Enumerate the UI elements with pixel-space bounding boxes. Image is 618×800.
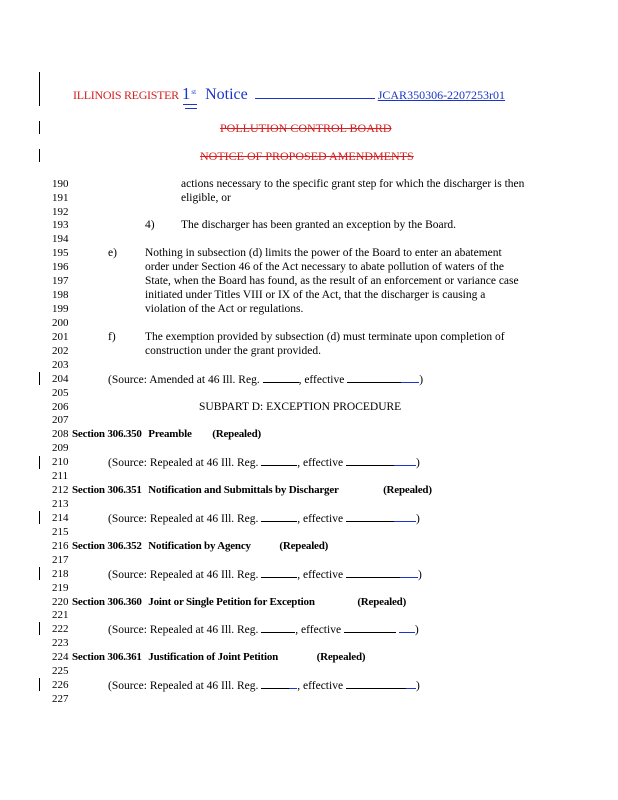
subpart-heading: SUBPART D: EXCEPTION PROCEDURE	[199, 401, 402, 413]
section-heading	[72, 596, 406, 609]
body-text: violation of the Act or regulations.	[145, 303, 304, 315]
close-paren: )	[415, 513, 420, 525]
close-paren: )	[414, 624, 419, 636]
change-bar	[39, 121, 40, 134]
effective-label: , effective	[297, 680, 344, 692]
line-number: 225	[52, 665, 69, 677]
section-number: Section 306.350	[72, 428, 142, 440]
body-text: initiated under Titles VIII or IX of the Act, that the discharger is causing a	[145, 289, 486, 301]
register-title: ILLINOIS REGISTER	[73, 88, 179, 102]
line-number: 221	[52, 609, 69, 621]
change-bar	[39, 372, 40, 385]
line-number: 203	[52, 359, 69, 371]
register-superscript: st	[191, 88, 197, 96]
body-text: actions necessary to the specific grant step for which the discharger is then	[181, 178, 525, 190]
source-label: (Source: Repealed at 46 Ill. Reg.	[108, 680, 259, 692]
body-text: eligible, or	[181, 192, 231, 204]
body-text: construction under the grant provided.	[145, 345, 321, 357]
line-number: 219	[52, 582, 69, 594]
repealed-tag: (Repealed)	[279, 540, 329, 552]
line-number: 227	[52, 693, 69, 705]
effective-label: , effective	[297, 569, 344, 581]
section-title: Justification of Joint Petition	[148, 651, 279, 663]
change-bar	[39, 456, 40, 469]
section-number: Section 306.351	[72, 484, 142, 496]
effective-label: , effective	[298, 374, 345, 386]
line-number: 191	[52, 192, 69, 204]
blank-date-insert	[401, 373, 419, 383]
item-label: f)	[108, 331, 116, 343]
source-label: (Source: Repealed at 46 Ill. Reg.	[108, 513, 259, 525]
notice-title: NOTICE OF PROPOSED AMENDMENTS	[200, 149, 414, 163]
repealed-tag: (Repealed)	[357, 596, 407, 608]
source-note	[108, 623, 419, 637]
section-title: Notification and Submittals by Discharger	[148, 484, 339, 496]
blank-reg	[261, 456, 297, 466]
source-label: (Source: Repealed at 46 Ill. Reg.	[108, 624, 259, 636]
register-header	[73, 84, 505, 104]
blank-date	[346, 679, 406, 689]
body-text: Nothing in subsection (d) limits the power of the Board to enter an abatement	[145, 247, 502, 259]
line-number: 223	[52, 637, 69, 649]
section-heading	[72, 484, 432, 497]
body-text: The discharger has been granted an exception by the Board.	[181, 219, 457, 231]
change-bar	[39, 72, 40, 106]
blank-date-insert	[394, 512, 416, 522]
blank-reg	[263, 373, 299, 383]
section-heading	[72, 428, 261, 441]
line-number: 212	[52, 484, 69, 496]
line-number: 206	[52, 401, 69, 413]
line-number: 194	[52, 233, 69, 245]
line-number: 216	[52, 540, 69, 552]
repealed-tag: (Repealed)	[383, 484, 432, 496]
blank-reg	[261, 512, 297, 522]
source-note	[108, 568, 422, 582]
line-number: 205	[52, 387, 69, 399]
line-number: 199	[52, 303, 69, 315]
blank-date-insert	[406, 679, 416, 689]
blank-date	[347, 373, 401, 383]
line-number: 190	[52, 178, 69, 190]
line-number: 209	[52, 442, 69, 454]
line-number: 192	[52, 206, 69, 218]
board-name: POLLUTION CONTROL BOARD	[220, 121, 392, 135]
change-bar	[39, 149, 40, 162]
jcar-id: JCAR350306-2207253r01	[377, 88, 506, 102]
effective-label: , effective	[297, 513, 344, 525]
blank-date	[346, 456, 394, 466]
close-paren: )	[419, 374, 424, 386]
line-number: 211	[52, 470, 69, 482]
line-number: 195	[52, 247, 69, 259]
blank-reg	[261, 679, 289, 689]
notice-label: Notice	[205, 86, 248, 103]
line-number: 222	[52, 623, 69, 635]
section-title: Preamble	[148, 428, 192, 440]
line-number: 202	[52, 345, 69, 357]
item-label: 4)	[145, 219, 155, 231]
header-underline-mark	[185, 108, 197, 109]
line-number: 220	[52, 596, 69, 608]
line-number: 210	[52, 456, 69, 468]
close-paren: )	[417, 569, 422, 581]
line-number: 208	[52, 428, 69, 440]
blank-reg	[261, 623, 295, 633]
source-note	[108, 373, 423, 387]
blank-date	[346, 512, 394, 522]
line-number: 218	[52, 568, 69, 580]
change-bar	[39, 678, 40, 691]
blank-date-insert	[394, 456, 416, 466]
section-title: Joint or Single Petition for Exception	[148, 596, 315, 608]
line-number: 204	[52, 373, 69, 385]
section-heading	[72, 651, 365, 664]
effective-label: , effective	[295, 624, 342, 636]
notice-underline	[255, 97, 375, 99]
blank-date	[344, 623, 396, 633]
body-text: State, when the Board has found, as the result of an enforcement or variance case	[145, 275, 519, 287]
source-label: (Source: Repealed at 46 Ill. Reg.	[108, 569, 259, 581]
register-number: 1	[181, 84, 191, 103]
source-label: (Source: Repealed at 46 Ill. Reg.	[108, 457, 259, 469]
section-heading	[72, 540, 328, 553]
repealed-tag: (Repealed)	[212, 428, 261, 440]
repealed-tag: (Repealed)	[316, 651, 366, 663]
section-number: Section 306.360	[72, 596, 142, 608]
close-paren: )	[415, 680, 420, 692]
section-number: Section 306.361	[72, 651, 142, 663]
line-number: 196	[52, 261, 69, 273]
line-number: 213	[52, 498, 69, 510]
blank-reg	[261, 568, 297, 578]
line-number: 215	[52, 526, 69, 538]
line-number: 217	[52, 554, 69, 566]
item-label: e)	[108, 247, 117, 259]
header-underline-mark	[183, 104, 197, 105]
change-bar	[39, 567, 40, 580]
source-note	[108, 512, 420, 526]
line-number: 226	[52, 679, 69, 691]
line-number: 198	[52, 289, 69, 301]
line-number: 193	[52, 219, 69, 231]
source-note	[108, 679, 420, 693]
section-number: Section 306.352	[72, 540, 142, 552]
line-number: 200	[52, 317, 69, 329]
line-number: 224	[52, 651, 69, 663]
line-number: 214	[52, 512, 69, 524]
blank-date	[346, 568, 400, 578]
body-text: order under Section 46 of the Act necessary to abate pollution of waters of the	[145, 261, 504, 273]
section-title: Notification by Agency	[148, 540, 251, 552]
line-number: 197	[52, 275, 69, 287]
line-number: 201	[52, 331, 69, 343]
change-bar	[39, 511, 40, 524]
body-text: The exemption provided by subsection (d) must terminate upon completion of	[145, 331, 505, 343]
source-label: (Source: Amended at 46 Ill. Reg.	[108, 374, 260, 386]
effective-label: , effective	[297, 457, 344, 469]
blank-date-insert	[400, 568, 418, 578]
source-note	[108, 456, 420, 470]
close-paren: )	[415, 457, 420, 469]
blank-date-insert	[399, 623, 415, 633]
line-number: 207	[52, 414, 69, 426]
change-bar	[39, 622, 40, 635]
